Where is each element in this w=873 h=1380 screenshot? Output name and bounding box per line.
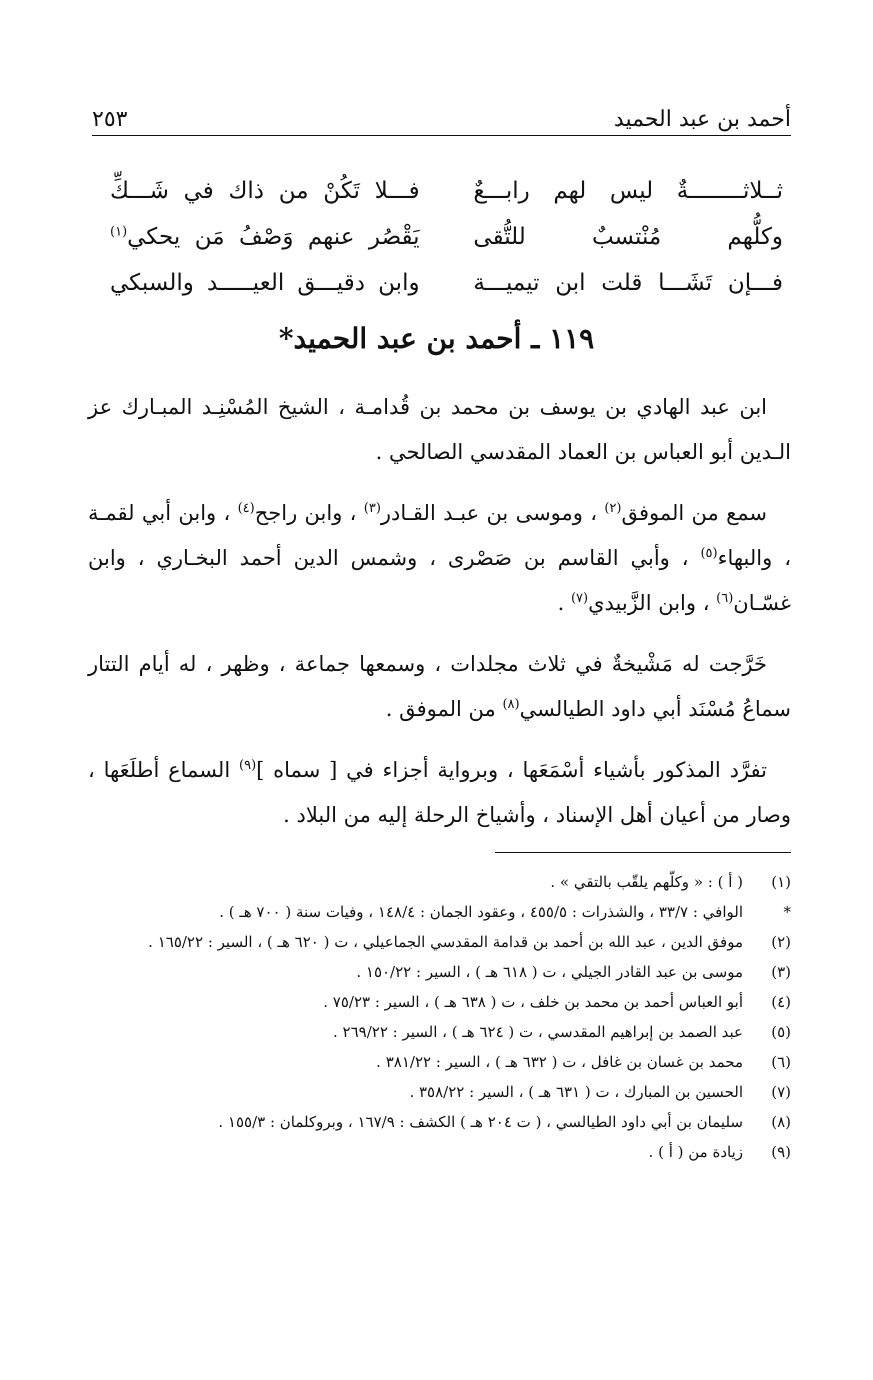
running-title: أحمد بن عبد الحميد bbox=[613, 107, 791, 132]
footnote-number: (٩) bbox=[771, 1143, 791, 1161]
footnote-separator bbox=[495, 852, 791, 853]
footnote-text: زيادة من ( أ ) . bbox=[648, 1143, 743, 1161]
footnote-marker[interactable]: (٣) bbox=[363, 501, 381, 516]
paragraph-teachers bbox=[88, 491, 791, 626]
footnote-number: (٧) bbox=[771, 1083, 791, 1101]
footnote-text: ( أ ) : « وكلّهم يلقّب بالتقي » . bbox=[550, 873, 743, 891]
footnote-number: (٦) bbox=[771, 1053, 791, 1071]
footnote-item bbox=[88, 1137, 791, 1167]
footnote-item bbox=[88, 897, 791, 927]
page-number: ٢٥٣ bbox=[92, 107, 128, 132]
text-run: ، وابن راجح bbox=[254, 501, 364, 525]
text-run: سمع من الموفق bbox=[621, 501, 768, 525]
verse-line bbox=[110, 168, 783, 214]
footnote-marker[interactable]: (٦) bbox=[716, 591, 734, 606]
verse-first-hemistich: وكلُّهم مُنْتسبٌ للتُّقى bbox=[473, 224, 783, 250]
entry-title: ١١٩ ـ أحمد بن عبد الحميد* bbox=[278, 322, 595, 355]
paragraph-mashyakha bbox=[88, 642, 791, 732]
entry-body bbox=[88, 385, 791, 854]
verse-first-hemistich: فـــإن تَشَـــا قلت ابن تيميـــة bbox=[473, 270, 783, 296]
footnote-text: الوافي : ٣٣/٧ ، والشذرات : ٤٥٥/٥ ، وعقود الجمان : ١٤٨/٤ ، وفيات سنة ( ٧٠٠ هـ ) . bbox=[219, 903, 743, 921]
footnote-marker[interactable]: (٨) bbox=[502, 697, 520, 712]
footnote-marker[interactable]: (٤) bbox=[237, 501, 255, 516]
footnote-number: (٣) bbox=[771, 963, 791, 981]
running-header bbox=[92, 98, 791, 132]
verse-line bbox=[110, 260, 783, 306]
header-rule bbox=[92, 135, 791, 136]
text-run: ، وابن أبي لقمـة ، والبهاء bbox=[88, 501, 791, 570]
footnote-number: (٥) bbox=[771, 1023, 791, 1041]
footnote-item bbox=[88, 1047, 791, 1077]
footnote-item bbox=[88, 1077, 791, 1107]
verse-first-hemistich: ثــلاثــــــــةٌ ليس لهم رابـــعٌ bbox=[473, 178, 783, 204]
poem-verses bbox=[110, 168, 783, 306]
footnote-marker[interactable]: (٩) bbox=[239, 758, 257, 773]
footnote-text: موسى بن عبد القادر الجيلي ، ت ( ٦١٨ هـ ) ، السير : ١٥٠/٢٢ . bbox=[356, 963, 743, 981]
verse-second-hemistich: فـــلا تَكُنْ من ذاك في شَـــكِّ bbox=[110, 178, 420, 204]
text-run: السماع أطلَعَها ، وصار من أعيان أهل الإسناد ، وأشياخ الرحلة إليه من البلاد . bbox=[88, 758, 791, 827]
footnote-number: * bbox=[783, 903, 791, 921]
footnote-text: عبد الصمد بن إبراهيم المقدسي ، ت ( ٦٢٤ هـ ) ، السير : ٢٦٩/٢٢ . bbox=[333, 1023, 743, 1041]
text-run: ، وأبي القاسم بن صَصْرى ، وشمس الدين أحمد البخـاري ، وابن غسّـان bbox=[88, 546, 791, 615]
footnote-text: محمد بن غسان بن غافل ، ت ( ٦٣٢ هـ ) ، السير : ٣٨١/٢٢ . bbox=[376, 1053, 743, 1071]
footnote-marker[interactable]: (٥) bbox=[700, 546, 718, 561]
footnote-number: (١) bbox=[771, 873, 791, 891]
footnote-text: الحسين بن المبارك ، ت ( ٦٣١ هـ ) ، السير : ٣٥٨/٢٢ . bbox=[409, 1083, 743, 1101]
footnote-marker[interactable]: (٧) bbox=[570, 591, 589, 606]
verse-second-hemistich: وابن دقيـــق العيـــــد والسبكي bbox=[110, 270, 420, 296]
footnotes bbox=[88, 867, 791, 1167]
verse-line bbox=[110, 214, 783, 260]
footnote-item bbox=[88, 987, 791, 1017]
paragraph-narrations bbox=[88, 748, 791, 838]
footnote-number: (٢) bbox=[771, 933, 791, 951]
footnote-item bbox=[88, 1017, 791, 1047]
footnote-item bbox=[88, 1107, 791, 1137]
footnote-text: موفق الدين ، عبد الله بن أحمد بن قدامة المقدسي الجماعيلي ، ت ( ٦٢٠ هـ ) ، السير : ١٦٥/٢٢ . bbox=[148, 933, 743, 951]
footnote-marker[interactable]: (٢) bbox=[604, 501, 622, 516]
footnote-text: سليمان بن أبي داود الطيالسي ، ( ت ٢٠٤ هـ ) الكشف : ١٦٧/٩ ، وبروكلمان : ١٥٥/٣ . bbox=[218, 1113, 743, 1131]
verse-second-hemistich bbox=[110, 224, 420, 250]
footnote-text: أبو العباس أحمد بن محمد بن خلف ، ت ( ٦٣٨ هـ ) ، السير : ٧٥/٢٣ . bbox=[323, 993, 743, 1011]
footnote-number: (٨) bbox=[771, 1113, 791, 1131]
text-run: تفرَّد المذكور بأشياء أسْمَعَها ، وبرواية أجزاء في [ سماه ] bbox=[256, 758, 767, 782]
footnote-item bbox=[88, 867, 791, 897]
footnote-item bbox=[88, 927, 791, 957]
verse-text: يَقْصُر عنهم وَصْفُ مَن يحكي bbox=[127, 224, 420, 250]
text-run: ، وموسى بن عبـد القـادر bbox=[380, 501, 605, 525]
paragraph-lineage: ابن عبد الهادي بن يوسف بن محمد بن قُدامـة ، الشيخ المُسْنِـد المبـارك عز الـدين أبو العباس بن العماد المقدسي الصالحي . bbox=[88, 395, 791, 464]
text-run: من الموفق . bbox=[385, 697, 503, 721]
text-run: ، وابن الزَّبيدي bbox=[588, 591, 717, 615]
footnote-item bbox=[88, 957, 791, 987]
footnote-number: (٤) bbox=[771, 993, 791, 1011]
footnote-marker[interactable]: (١) bbox=[110, 224, 128, 240]
text-run: . bbox=[557, 591, 571, 615]
text-run: خَرَّجت له مَشْيخةٌ في ثلاث مجلدات ، وسمعها جماعة ، وظهر ، له أيام التتار سماعُ مُسْنَد أبي داود الطيالسي bbox=[88, 652, 791, 721]
